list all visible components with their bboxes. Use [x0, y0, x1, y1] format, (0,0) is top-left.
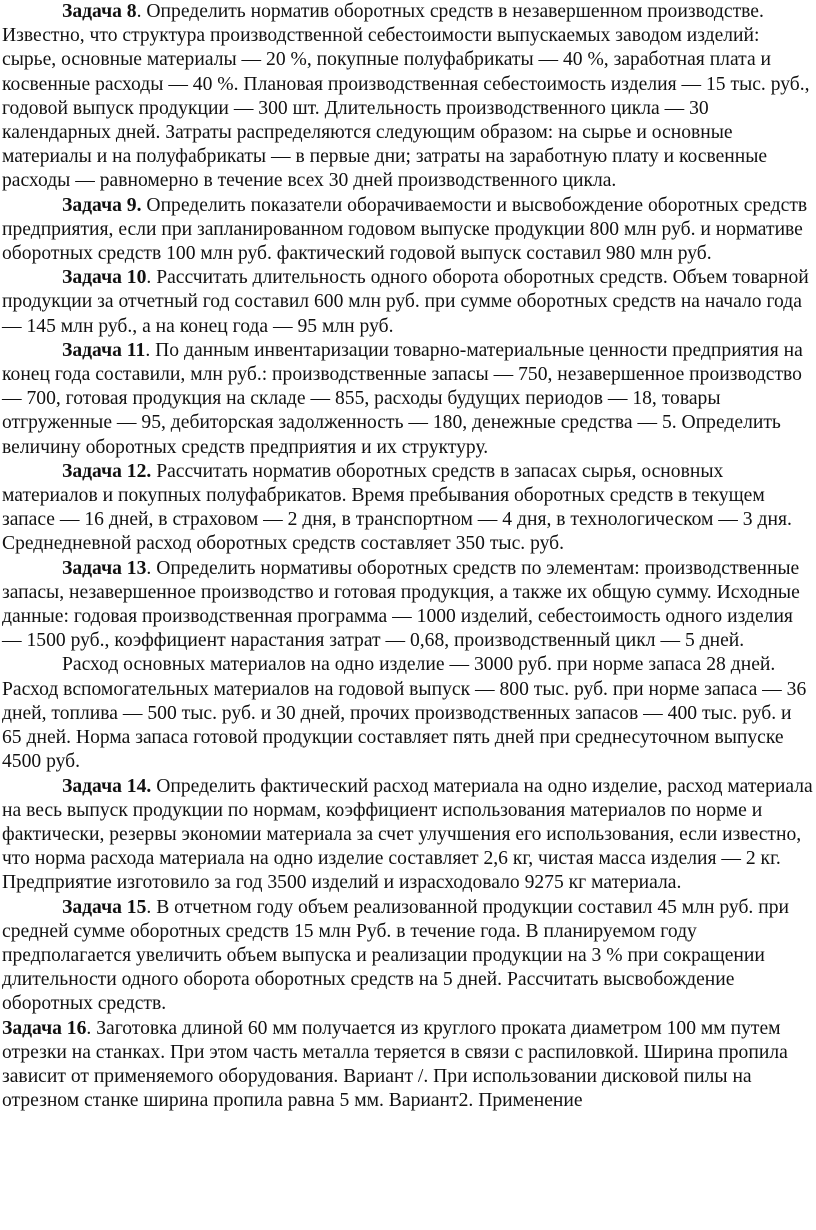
task-10-text: . Рассчитать длительность одного оборота оборотных средств. Объем товарной продукции за отчетный год составил 600 млн руб. при сумме оборотных средств на начало года — 145 млн руб., а на конец года — 95 млн руб. [2, 267, 809, 337]
task-11-label: Задача 11 [62, 339, 146, 361]
task-14-text: Определить фактический расход материала на одно изделие, расход материала на весь выпуск продукции по нормам, коэффициент использования материалов по норме и фактически, резервы экономии материала за счет улучшения его использования, если известно, что норма расхода материала на одно изделие составляет 2,6 кг, чистая масса изделия — 2 кг. Предприятие изготовило за год 3500 изделий и израсходовало 9275 кг материала. [2, 775, 813, 894]
task-15-paragraph [2, 896, 814, 1017]
task-12-text: Рассчитать норматив оборотных средств в запасах сырья, основных материалов и покупных полуфабрикатов. Время пребывания оборотных средств в текущем запасе — 16 дней, в страховом — 2 дня, в транспортном — 4 дня, в технологическом — 3 дня. Среднедневной расход оборотных средств составляет 350 тыс. руб. [2, 460, 792, 555]
task-16-paragraph [2, 1017, 814, 1114]
task-16-text: . Заготовка длиной 60 мм получается из круглого проката диаметром 100 мм путем отрезки на станках. При этом часть металла теряется в связи с распиловкой. Ширина пропила зависит от применяемого оборудования. Вариант /. При использовании дисковой пилы на отрезном станке ширина пропила равна 5 мм. Вариант2. Применение [2, 1017, 788, 1112]
task-15-text: . В отчетном году объем реализованной продукции составил 45 млн руб. при средней сумме оборотных средств 15 млн Руб. в течение года. В планируемом году предполагается увеличить объем выпуска и реализации продукции на 3 % при сокращении длительности одного оборота оборотных средств на 5 дней. Рассчитать высвобождение оборотных средств. [2, 896, 789, 1015]
task-10-label: Задача 10 [62, 267, 147, 289]
task-9-label: Задача 9. [62, 194, 142, 216]
task-14-paragraph [2, 775, 814, 896]
task-16-label: Задача 16 [2, 1017, 87, 1039]
task-11-paragraph [2, 339, 814, 460]
task-8-text: . Определить норматив оборотных средств в незавершенном производстве. Известно, что структура производственной себестоимости выпускаемых заводом изделий: сырье, основные материалы — 20 %, покупные полуфабрикаты — 40 %, заработная плата и косвенные расходы — 40 %. Плановая производственная себестоимость изделия — 15 тыс. руб., годовой выпуск продукции — 300 шт. Длительность производственного цикла — 30 календарных дней. Затраты распределяются следующим образом: на сырье и основные материалы и на полуфабрикаты — в первые дни; затраты на заработную плату и косвенные расходы — равномерно в течение всех 30 дней производственного цикла. [2, 1, 810, 192]
task-10-paragraph [2, 266, 814, 339]
task-12-label: Задача 12. [62, 460, 152, 482]
task-13-label: Задача 13 [62, 557, 147, 579]
task-13-text: . Определить нормативы оборотных средств по элементам: производственные запасы, незавершенное производство и готовая продукция, а также их общую сумму. Исходные данные: годовая производственная программа — 1000 изделий, себестоимость одного изделия — 1500 руб., коэффициент нарастания затрат — 0,68, производственный цикл — 5 дней. [2, 557, 800, 652]
task-8-paragraph [2, 0, 814, 194]
task-9-paragraph [2, 194, 814, 267]
task-14-label: Задача 14. [62, 775, 152, 797]
document-page [2, 0, 814, 1113]
task-13-paragraph [2, 557, 814, 654]
task-8-label: Задача 8 [62, 1, 137, 22]
task-9-text: Определить показатели оборачиваемости и высвобождение оборотных средств предприятия, если при запланированном годовом выпуске продукции 800 млн руб. и нормативе оборотных средств 100 млн руб. фактический годовой выпуск составил 980 млн руб. [2, 194, 808, 265]
task-11-text: . По данным инвентаризации товарно-материальные ценности предприятия на конец года составили, млн руб.: производственные запасы — 750, незавершенное производство — 700, готовая продукция на складе — 855, расходы будущих периодов — 18, товары отгруженные — 95, дебиторская задолженность — 180, денежные средства — 5. Определить величину оборотных средств предприятия и их структуру. [2, 339, 803, 458]
task-12-paragraph [2, 460, 814, 557]
task-13-continuation-text: Расход основных материалов на одно изделие — 3000 руб. при норме запаса 28 дней. Расход вспомогательных материалов на годовой выпуск — 800 тыс. руб. при норме запаса — 36 дней, топлива — 500 тыс. руб. и 30 дней, прочих производственных запасов — 400 тыс. руб. и 65 дней. Норма запаса готовой продукции составляет пять дней при среднесуточном выпуске 4500 руб. [2, 654, 807, 773]
task-15-label: Задача 15 [62, 896, 147, 918]
task-13-continuation-paragraph [2, 653, 814, 774]
